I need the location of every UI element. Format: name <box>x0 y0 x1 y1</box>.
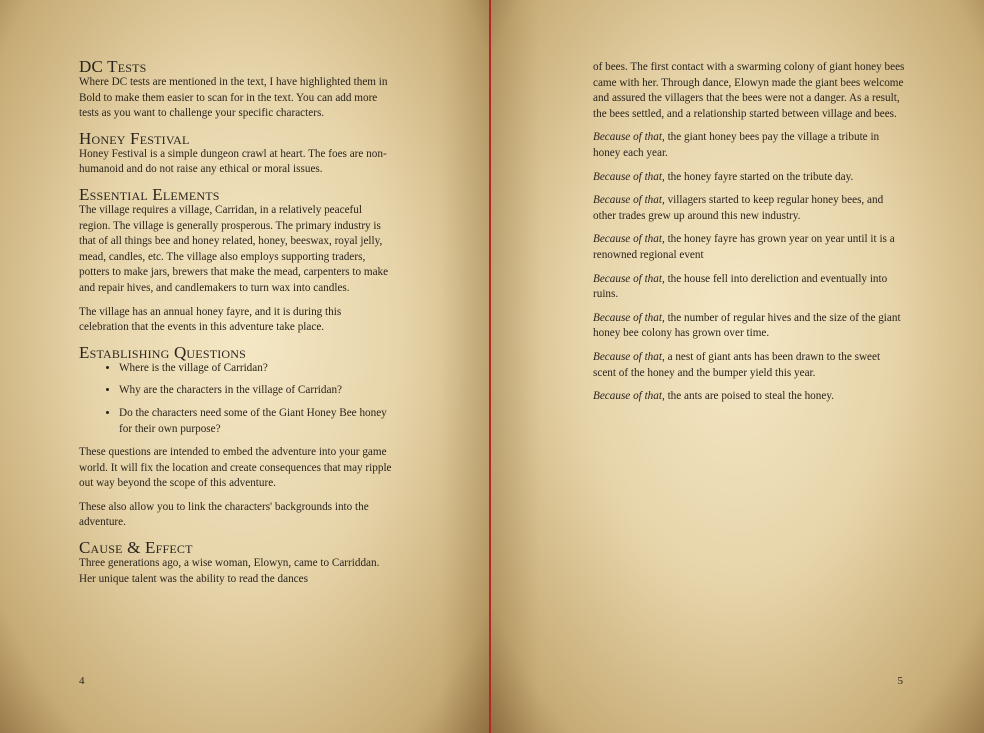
heading-dc-tests: DC Tests <box>79 57 147 76</box>
page-number-left: 4 <box>79 675 85 687</box>
gutter-shadow-left <box>440 0 489 733</box>
paragraph: Three generations ago, a wise woman, Elowyn, came to Carriddan. Her unique talent was the ability to read the dances <box>79 557 380 585</box>
because-item: Because of that, the honey fayre started on the tribute day. <box>593 170 854 183</box>
paragraph: These also allow you to link the characters' backgrounds into the adventure. <box>79 500 369 529</box>
because-item: Because of that, the honey fayre has grown year on year until it is a renowned regional event <box>593 233 895 261</box>
because-item: Because of that, the giant honey bees pay the village a tribute in honey each year. <box>593 131 880 159</box>
left-column <box>79 58 393 595</box>
right-column <box>593 60 905 413</box>
because-item: Because of that, the house fell into dereliction and eventually into ruins. <box>593 272 888 301</box>
gutter-shadow-right <box>491 0 540 733</box>
because-label: Because of that, <box>593 272 665 285</box>
section-dc-tests <box>79 58 393 122</box>
because-label: Because of that, <box>593 194 665 207</box>
paragraph: of bees. The first contact with a swarming colony of giant honey bees came with her. Through dance, Elowyn made the giant bees welcome and assured the villagers that the bees were not a danger. As a result, the bees settled, and a relationship started between village and bees. <box>593 61 905 120</box>
because-label: Because of that, <box>593 170 665 183</box>
heading-establishing-questions: Establishing Questions <box>79 342 247 362</box>
questions-list <box>79 361 393 437</box>
list-item: • Why are the characters in the village of Carridan? <box>119 383 393 399</box>
section-establishing-questions <box>79 344 393 531</box>
because-label: Because of that, <box>593 311 665 324</box>
paragraph: The village requires a village, Carridan, in a relatively peaceful region. The village is generally prosperous. The primary industry is that of all things bee and honey related, honey, beeswax, royal jelly, mead, candles, etc. The village also employs supporting traders, potters to make jars, brewers that make the mead, carpenters to make and repair hives, and candlemakers to turn wax into candles. <box>79 203 389 294</box>
section-honey-festival <box>79 130 393 178</box>
heading-honey-festival: Honey Festival <box>79 128 190 148</box>
heading-essential-elements: Essential Elements <box>79 184 220 204</box>
paragraph: Where DC tests are mentioned in the text, I have highlighted them in Bold to make them easier to scan for in the text. You can add more tests as you want to challenge your specific characters. <box>79 76 388 120</box>
section-essential-elements <box>79 186 393 336</box>
page-number-right: 5 <box>897 675 903 687</box>
because-label: Because of that, <box>593 350 665 363</box>
paragraph: These questions are intended to embed the adventure into your game world. It will fix the location and create consequences that may ripple out way beyond the scope of this adventure. <box>79 446 392 490</box>
section-cause-effect <box>79 539 393 587</box>
heading-cause-effect: Cause & Effect <box>79 538 193 558</box>
because-item: Because of that, villagers started to keep regular honey bees, and other trades grew up around this new industry. <box>593 194 884 222</box>
because-item: Because of that, the ants are poised to steal the honey. <box>593 390 834 403</box>
paragraph: Honey Festival is a simple dungeon crawl at heart. The foes are non-humanoid and do not raise any ethical or moral issues. <box>79 147 387 176</box>
right-page <box>491 0 984 733</box>
because-label: Because of that, <box>593 233 665 246</box>
because-item: Because of that, the number of regular hives and the size of the giant honey bee colony has grown over time. <box>593 311 901 340</box>
list-item: • Do the characters need some of the Giant Honey Bee honey for their own purpose? <box>119 406 393 437</box>
because-label: Because of that, <box>593 390 665 403</box>
list-item: • Where is the village of Carridan? <box>119 361 393 377</box>
because-item: Because of that, a nest of giant ants has been drawn to the sweet scent of the honey and the bumper yield this year. <box>593 350 881 379</box>
because-label: Because of that, <box>593 131 665 144</box>
left-page <box>0 0 490 733</box>
paragraph: The village has an annual honey fayre, and it is during this celebration that the events in this adventure take place. <box>79 305 342 334</box>
